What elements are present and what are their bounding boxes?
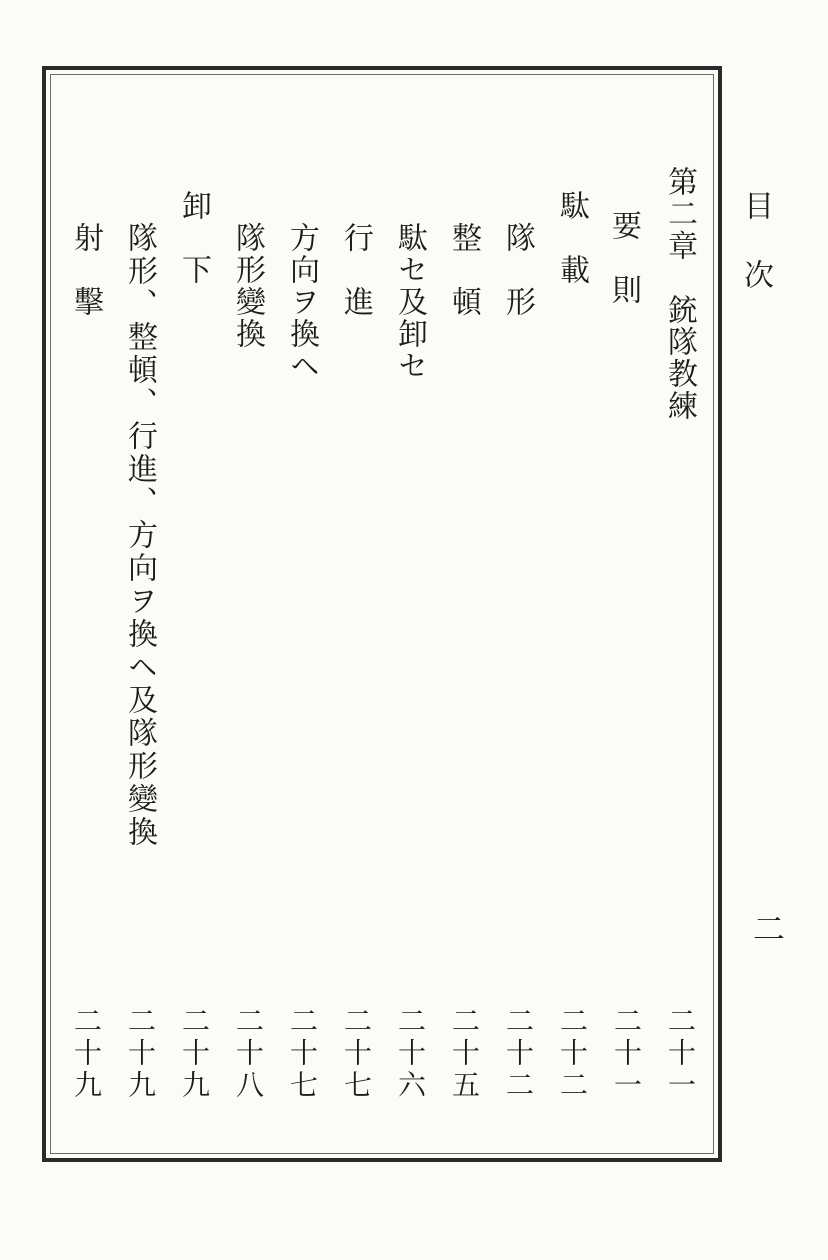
toc-entry-page: 二十一 [664,1006,697,1102]
toc-entry-title: 行 進 [338,222,373,318]
toc-entry-page: 二十二 [556,1006,589,1102]
toc-entry-title: 要 則 [606,210,641,306]
toc-entry-page: 二十八 [232,1006,265,1102]
toc-entry-page: 二十五 [448,1006,481,1102]
toc-entry-page: 二十二 [502,1006,535,1102]
toc-entry-title: 駄 載 [554,190,589,286]
toc-entry-title: 卸 下 [176,190,211,286]
page-number: 二 [748,912,786,944]
toc-entry-page: 二十六 [394,1006,427,1102]
toc-entry-page: 二十七 [340,1006,373,1102]
toc-entry-title: 隊 形 [500,222,535,318]
toc-entry-page: 二十七 [286,1006,319,1102]
toc-entry-title: 駄セ及卸セ [392,222,427,382]
toc-entry-page: 二十一 [610,1006,643,1102]
toc-entry-page: 二十九 [124,1006,157,1102]
toc-entry-title: 整 頓 [446,222,481,318]
page-header-title: 目 次 [738,190,773,291]
toc-entry-title: 射 擊 [68,222,103,318]
toc-entry-title: 方向ヲ換ヘ [284,222,319,382]
toc-entry-title: 隊形、整頓、行進、方向ヲ換ヘ及隊形變換 [122,222,157,849]
toc-entry-title: 隊形變換 [230,222,265,350]
toc-entry-title: 第二章 銃隊教練 [662,166,697,422]
toc-entry-page: 二十九 [178,1006,211,1102]
toc-entry-page: 二十九 [70,1006,103,1102]
